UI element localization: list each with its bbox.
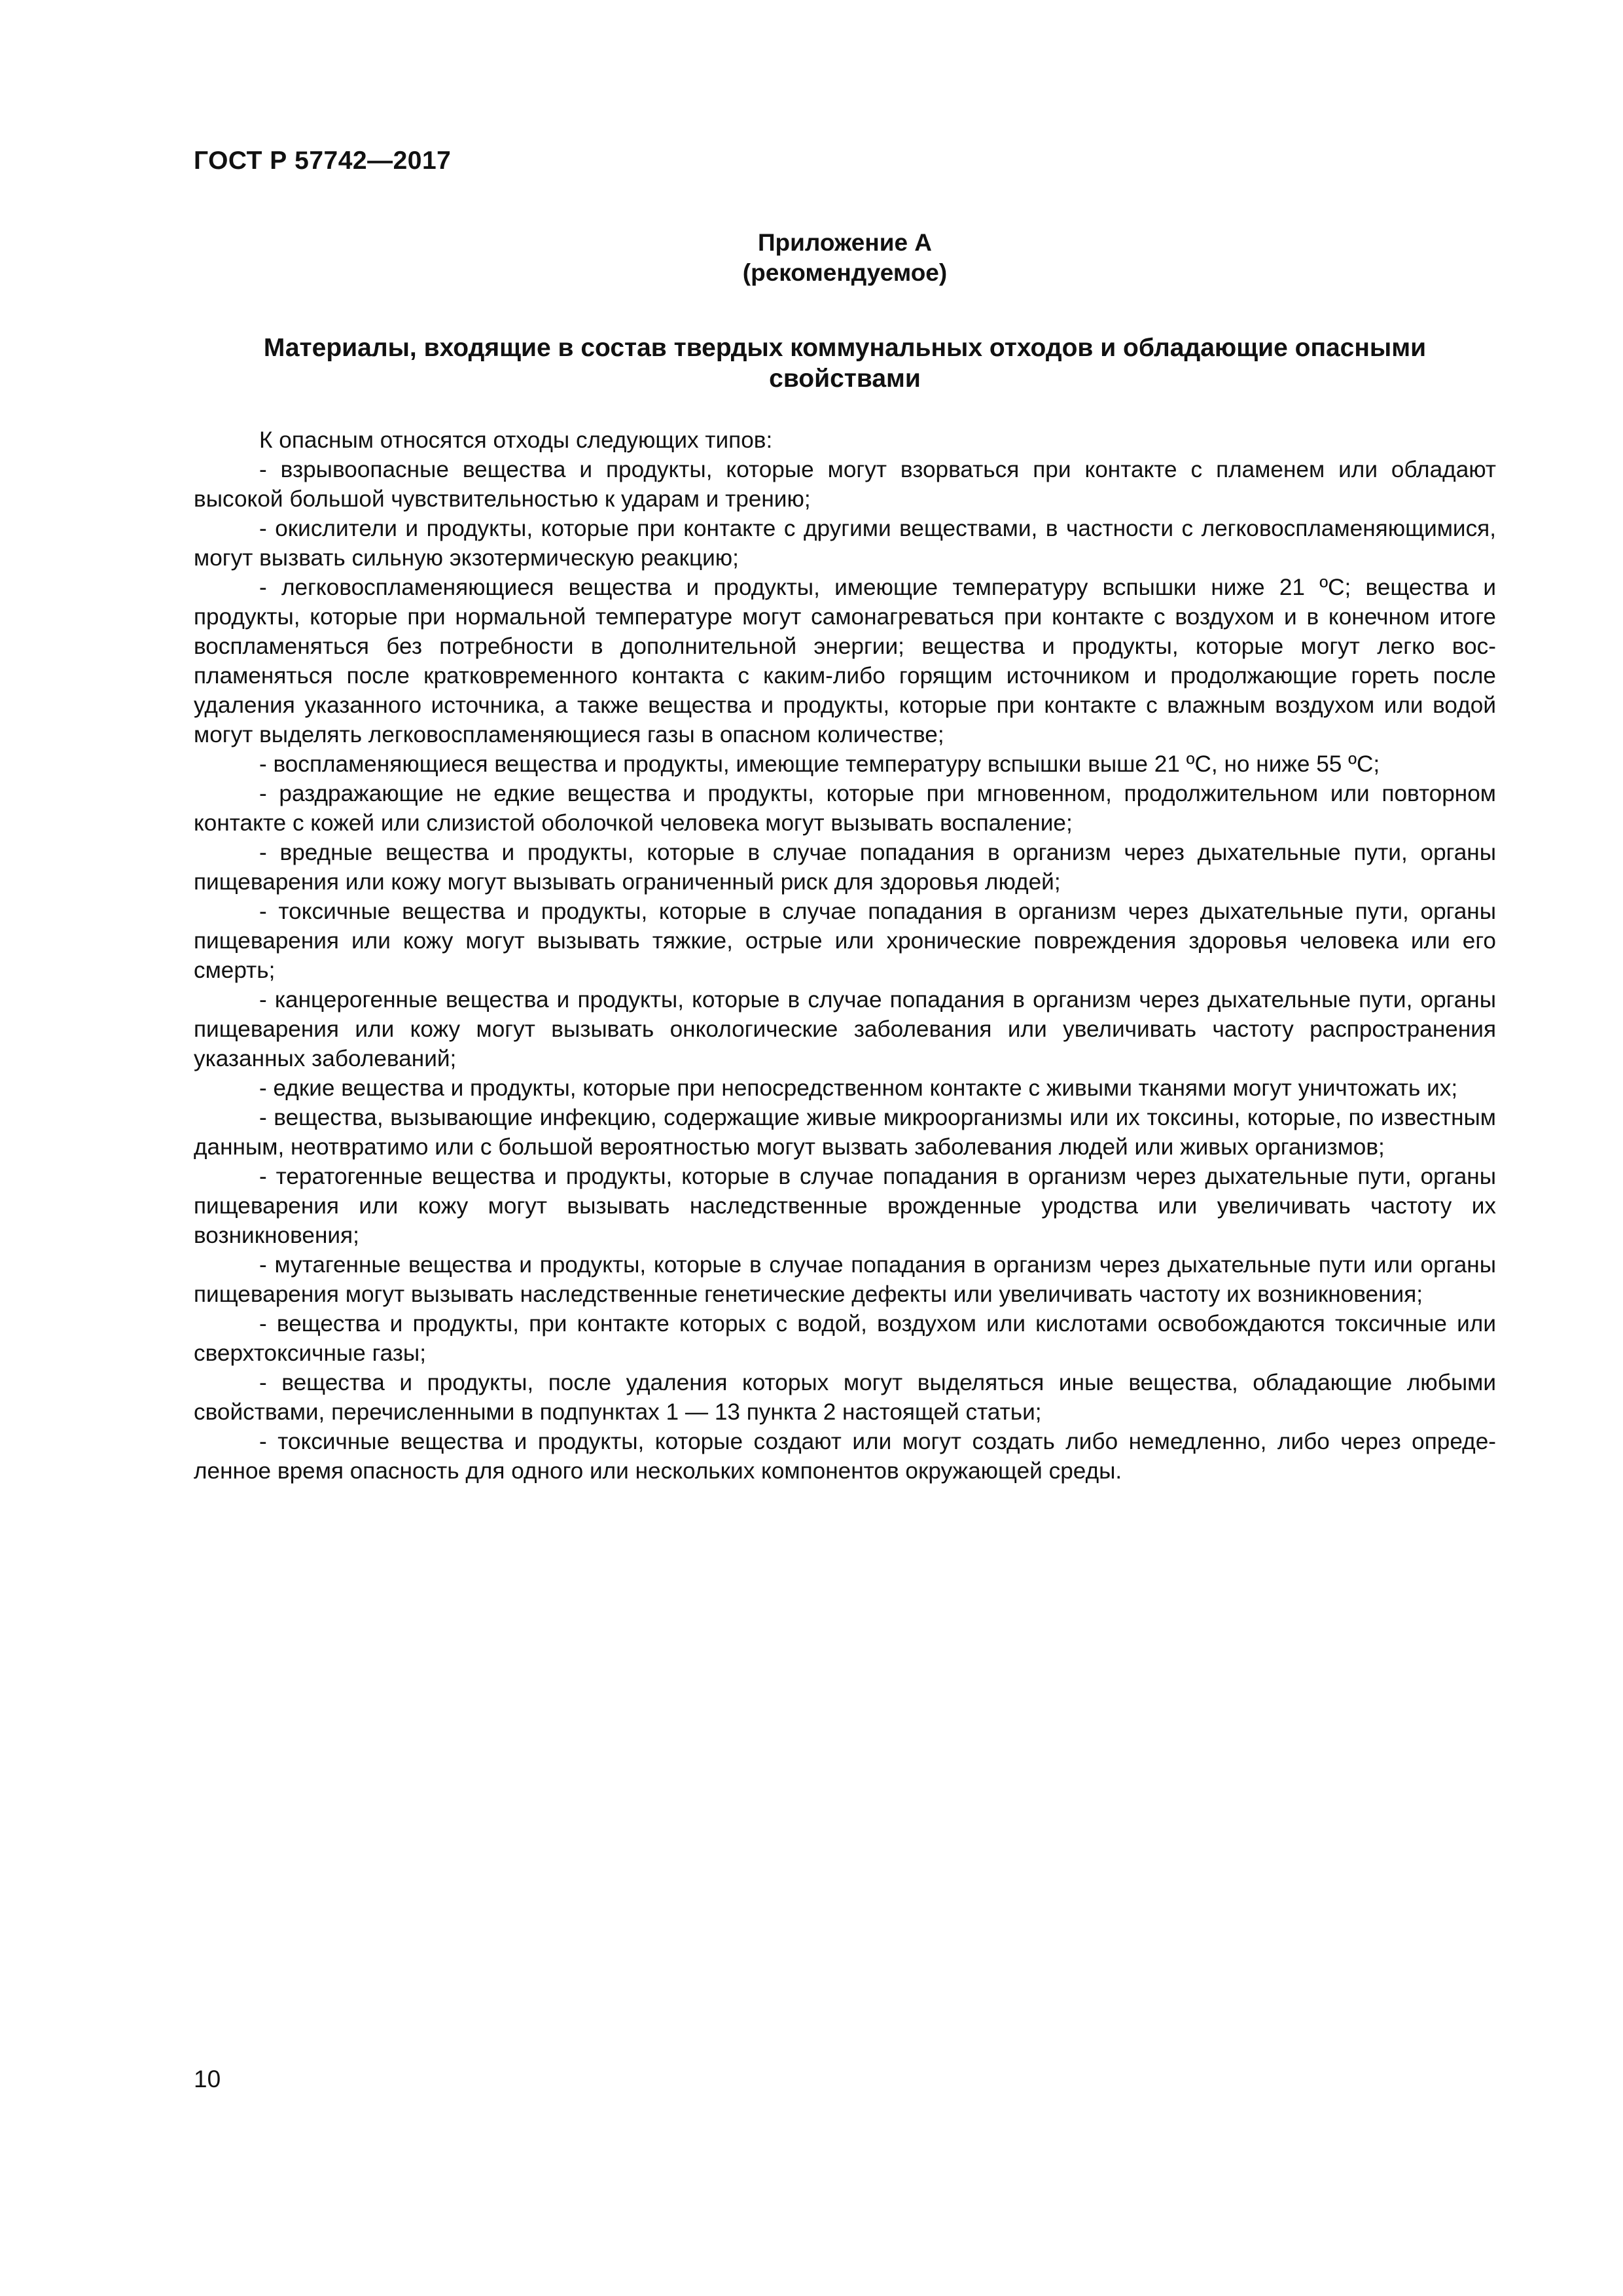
intro-paragraph: К опасным относятся отходы следующих типов: xyxy=(259,427,773,453)
list-item: - раздражающие не едкие вещества и продукты, которые при мгновенном, продолжительном или повторном контакте с кожей или слизистой оболочкой человека могут вызывать воспаление; xyxy=(194,781,1496,836)
list-item: - токсичные вещества и продукты, которые в случае попадания в организм через дыхательные пути, органы пищеварения или кожу могут вызывать тяжкие, острые или хронические повреждения здоровья человека или его смерть; xyxy=(194,899,1496,983)
list-item: - канцерогенные вещества и продукты, которые в случае попадания в организм через дыхательные пути, органы пищеварения или кожу могут вызывать онкологические заболевания или увеличивать частоту распространения указанных заболеваний; xyxy=(194,987,1496,1071)
appendix-label: Приложение А xyxy=(757,229,933,256)
list-item: - вещества и продукты, после удаления которых могут выделяться иные вещества, обладающие любыми свойствами, перечисленными в подпунктах 1 — 13 пункта 2 настоящей статьи; xyxy=(194,1370,1496,1425)
list-item: - мутагенные вещества и продукты, которые в случае попадания в организм через дыхательные пути или органы пищеварения могут вызывать наследственные генетические дефекты или увеличивать частоту их возникновения; xyxy=(194,1252,1496,1307)
list-item: - окислители и продукты, которые при контакте с другими веществами, в частности с легковоспламеняющимися, могут вызвать сильную экзотермическую реакцию; xyxy=(194,516,1496,571)
list-item: - легковоспламеняющиеся вещества и продукты, имеющие температуру вспышки ниже 21 ºС; вещества и продукты, которые при нормальной температуре могут самонагреваться при контакте с воздухом и в конечном итоге воспламеняться без потребности в дополнительной энергии; вещества и продукты, которые могут легко воспламеняться после кратковременного контакта с каким-либо горящим источником и продолжающие гореть после удаления указанного источника, а также вещества и продукты, которые при контакте с влажным воздухом или водой могут выделять легковоспламеняющиеся газы в опасном количестве; xyxy=(194,575,1496,747)
appendix-heading xyxy=(194,228,1496,288)
section-title: Материалы, входящие в состав твердых коммунальных отходов и обладающие опасными свойствами xyxy=(263,334,1427,393)
list-item: - едкие вещества и продукты, которые при непосредственном контакте с живыми тканями могут уничтожать их; xyxy=(259,1075,1458,1101)
list-item: - взрывоопасные вещества и продукты, которые могут взорваться при контакте с пламенем или обладают высокой большой чувствительностью к ударам и трению; xyxy=(194,457,1496,512)
appendix-status: (рекомендуемое) xyxy=(742,259,948,286)
body-text xyxy=(194,425,1496,1486)
document-code: ГОСТ Р 57742—2017 xyxy=(194,147,452,175)
list-item: - воспламеняющиеся вещества и продукты, имеющие температуру вспышки выше 21 ºС, но ниже 55 ºС; xyxy=(259,751,1380,777)
list-item: - тератогенные вещества и продукты, которые в случае попадания в организм через дыхательные пути, органы пищеварения или кожу могут вызывать наследственные врожденные уродства или увеличивать частоту их возникновения; xyxy=(194,1164,1496,1248)
list-item: - вещества, вызывающие инфекцию, содержащие живые микроорганизмы или их токсины, которые, по известным данным, неотвратимо или с большой вероятностью могут вызвать заболевания людей или живых организмов; xyxy=(194,1105,1496,1160)
list-item: - вещества и продукты, при контакте которых с водой, воздухом или кислотами освобождаются токсичные или сверхтоксичные газы; xyxy=(194,1311,1496,1366)
list-item: - вредные вещества и продукты, которые в случае попадания в организм через дыхательные пути, органы пищеварения или кожу могут вызывать ограниченный риск для здоровья людей; xyxy=(194,840,1496,895)
list-item: - токсичные вещества и продукты, которые создают или могут создать либо немедленно, либо через определенное время опасность для одного или нескольких компонентов окружающей среды. xyxy=(194,1429,1496,1484)
page-number: 10 xyxy=(194,2066,221,2092)
